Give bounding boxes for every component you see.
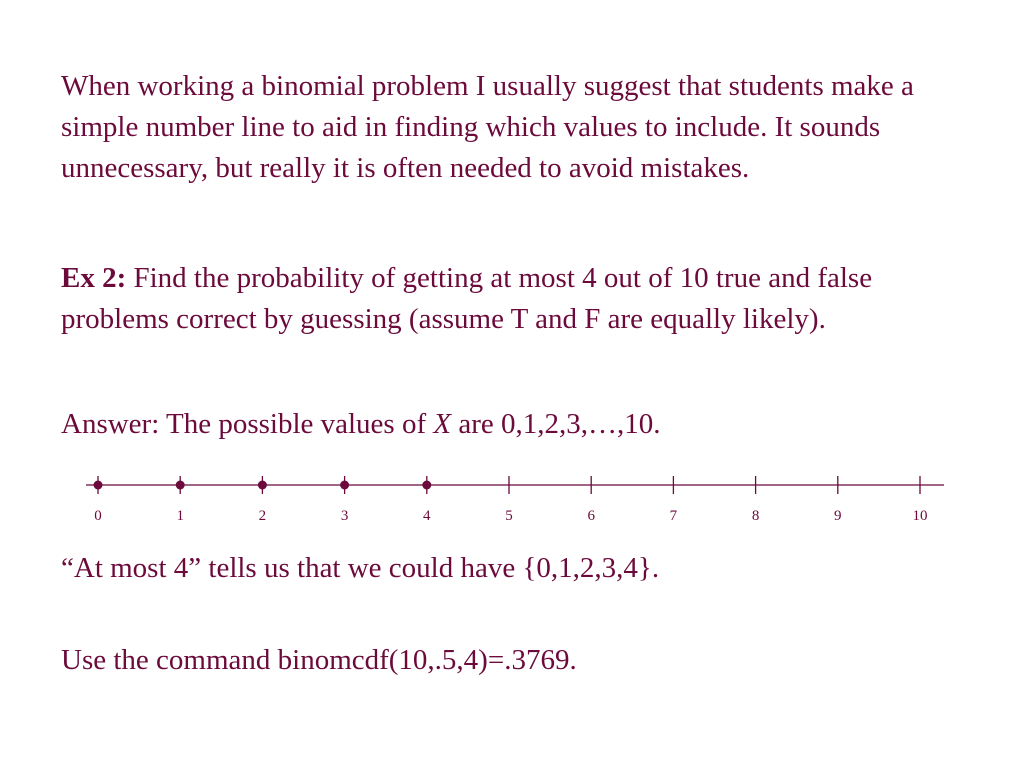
at-most-paragraph: “At most 4” tells us that we could have {0,1,2,3,4}. [61, 552, 660, 584]
example-paragraph [61, 258, 961, 340]
number-line-tick-label: 10 [912, 508, 928, 524]
example-text: Find the probability of getting at most 4 out of 10 true and false problems correct by guessing (assume T and F are equally likely). [61, 262, 873, 335]
answer-paragraph [61, 404, 961, 445]
number-line-dot [176, 481, 185, 490]
command-paragraph: Use the command binomcdf(10,.5,4)=.3769. [61, 644, 577, 676]
answer-variable: X [433, 408, 452, 440]
number-line-tick-label: 8 [751, 508, 760, 524]
number-line-dot [340, 481, 349, 490]
number-line-tick-label: 1 [176, 508, 184, 524]
number-line [0, 460, 1024, 530]
number-line-tick-label: 4 [423, 508, 431, 524]
number-line-dot [94, 481, 103, 490]
number-line-tick-label: 6 [587, 508, 595, 524]
answer-suffix: are 0,1,2,3,…,10. [451, 408, 661, 440]
number-line-tick-label: 0 [94, 508, 102, 524]
number-line-tick-label: 3 [340, 508, 349, 524]
number-line-tick-label: 5 [505, 508, 513, 524]
number-line-tick-label: 7 [669, 508, 678, 524]
answer-prefix: Answer: The possible values of [61, 408, 434, 440]
number-line-tick-label: 9 [834, 508, 842, 524]
intro-paragraph: When working a binomial problem I usually suggest that students make a simple number line to aid in finding which values to include. It sounds unnecessary, but really it is often needed to avoid mistakes. [61, 70, 914, 184]
number-line-dot [422, 481, 431, 490]
example-label: Ex 2: [61, 262, 127, 294]
number-line-dot [258, 481, 267, 490]
number-line-tick-label: 2 [258, 508, 267, 524]
